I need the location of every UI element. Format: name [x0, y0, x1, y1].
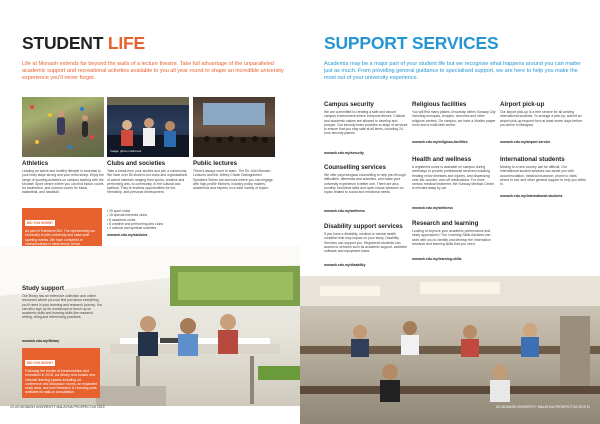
clubs-list — [107, 209, 189, 230]
did-you-know-text: As part of Transform MU. The representing our University in inter-university and state-wide sporting events. We have competed in championships in table tennis, futsal, — [25, 229, 96, 246]
public-lectures-text: There's always more to learn. The Sir John Monash Lectures and the Jeffrey Cheah Distinguished Speakers Series are avenues where you can engage with high-profile thinkers, industry policy makers, academics and experts on a wide variety of topics. — [193, 169, 273, 191]
intro-student-life: Life at Monash extends far beyond the walls of a lecture theatre. Take full advantage of the unparalleled academic support and recreational activities available to you all year round to shape an incredible university experience you'll never forget. — [22, 61, 284, 82]
clubs-heading: Clubs and societies — [107, 160, 166, 167]
airport-link[interactable]: monash.edu.my/airport-service — [500, 140, 551, 144]
counselling-heading: Counselling services — [324, 164, 386, 171]
counselling-link[interactable]: monash.edu.my/wellness — [324, 209, 365, 213]
research-heading: Research and learning — [412, 220, 479, 227]
health-heading: Health and wellness — [412, 156, 472, 163]
religious-text: You will find many places of worship within Sunway City including mosques, temples, churches and other religious centres. On campus, we have a Muslim prayer room and a multi-faith centre. — [412, 110, 496, 127]
did-you-know-badge: DID YOU KNOW? — [27, 221, 54, 225]
did-you-know-box-2 — [22, 348, 100, 398]
did-you-know-text: Following the results of transformation and renovation in 2018, our library now boasts new informal learning spaces including six conference and discussion rooms, an expanded study area, and new Research & Learning pods available for walk-in consultation. — [25, 369, 98, 395]
religious-heading: Religious facilities — [412, 101, 467, 108]
religious-link[interactable]: monash.edu.my/religious-facilities — [412, 140, 468, 144]
disability-heading: Disability support services — [324, 223, 403, 230]
international-link[interactable]: monash.edu.my/international-students — [500, 194, 563, 198]
lecture-hall-illustration — [193, 97, 275, 157]
did-you-know-badge: DID YOU KNOW? — [27, 361, 54, 365]
list-item: • 25 sport clubs — [107, 209, 189, 213]
page-title-student-life: STUDENT LIFE — [22, 33, 146, 53]
right-page — [300, 0, 600, 424]
page-title-support-services: SUPPORT SERVICES — [324, 33, 499, 53]
athletics-heading: Athletics — [22, 160, 49, 167]
clubs-link[interactable]: monash.edu.my/sa/clubs — [107, 233, 148, 237]
climbing-wall-illustration — [22, 97, 104, 157]
list-item: • 8 academic clubs — [107, 218, 189, 222]
disability-text: If you have a disability, medical or mental health condition that may impact on your study, Disability Services can support you. Registered students can access to services such as academic support, assistive software and equipment loans. — [324, 232, 407, 254]
disability-link[interactable]: monash.edu.my/disability — [324, 263, 366, 267]
security-link[interactable]: monash.edu.my/security — [324, 151, 364, 155]
international-text: Moving to a new country can be difficult. Our International student advisors can assist you with accommodation, medical insurance, phone to visits where to eat, and other general support to help you settle in. — [500, 165, 586, 187]
public-lectures-photo — [193, 97, 275, 157]
airport-heading: Airport pick-up — [500, 101, 545, 108]
health-text: A registered nurse is available on campus during weekdays to provide professional services including treating minor illnesses and injuries, and dispensing over-the-counter, over-off medications. For more serious medical treatment, the Sunway Medical Centre is minutes away by car. — [412, 165, 495, 191]
research-text: Looking to improve your academic performance and study approaches? Our Learning Skills Advisers can work with you to identify and develop the information research and learning skills that you need. — [412, 229, 491, 246]
counselling-text: We offer psychological counselling to help you through difficulties, dilemmas and anxieties, and make your university experience a better one. There are also monthly lunchtime talks and open-house sessions on topics related to social and emotional needs. — [324, 173, 406, 195]
climbing-wall-photo — [22, 97, 104, 157]
list-item: • 8 creative and performing arts clubs — [107, 222, 189, 226]
study-support-text: Our library has an extensive collection and online resources where you can find just about everything you'll need in your learning and research journey. You can also sign up for workshops to brush up on academic skills and learning skills like research writing, citing and referencing practices. — [22, 294, 103, 320]
study-support-heading: Study support — [22, 285, 64, 292]
airport-text: Our airport pick-up is a free service for all arriving international students. To arrange a pick-up, submit an airport pick-up request form at least seven days before you arrive in Malaysia. — [500, 110, 582, 127]
athletics-text: Leading an active and healthy lifestyle is essential to your body stays strong and your mind sharp. Enjoy the range of sporting activities on campus starting with the Monash Sport centre where you can find indoor courts for badminton, and outdoor courts for futsal, basketball, and handball. — [22, 169, 104, 195]
public-lectures-heading: Public lectures — [193, 160, 238, 167]
library-link[interactable]: monash.edu.my/library — [22, 339, 60, 343]
clubs-photo-illustration — [107, 97, 189, 157]
clubs-photo — [107, 97, 189, 157]
page-folio-left: 10 UG MONASH UNIVERSITY MALAYSIA PROSPECTUS 2019 — [10, 405, 105, 409]
page-folio-right: UG MONASH UNIVERSITY MALAYSIA PROSPECTUS 2019 11 — [495, 405, 590, 409]
photo-caption: Image: photo credit text — [110, 149, 142, 153]
study-hall-illustration — [300, 276, 600, 424]
campus-security-heading: Campus security — [324, 101, 374, 108]
intro-support-services: Academia may be a major part of your student life but we recognise what happens around you can matter just as much. From providing general guidance to specialised support, we are here to help you make the most out of your university experience. — [324, 61, 581, 82]
study-hall-photo — [300, 276, 600, 424]
learning-skills-link[interactable]: monash.edu.my/learning-skills — [412, 257, 462, 261]
clubs-text: Take a break from your studies and join a community. We have over 85 student-run clubs and organisations of varied interests ranging from sports, creative and performing arts, to community. In the cultural and spiritual. They're endless opportunities for fun, friendship, and personal development. — [107, 169, 188, 195]
list-item: • 4 cultural and spiritual societies — [107, 226, 189, 230]
campus-security-text: We are committed to creating a safe and secure campus environment where everyone thrives. Cultural and academic values are allowed to develop and prosper. Our security team provides a range of services to ensure that you stay safe at all times, including 24-hour security patrols. — [324, 110, 408, 136]
health-link[interactable]: monash.edu.my/wellness — [412, 206, 453, 210]
international-heading: International students — [500, 156, 565, 163]
list-item: • 15 special interests clubs — [107, 213, 189, 217]
